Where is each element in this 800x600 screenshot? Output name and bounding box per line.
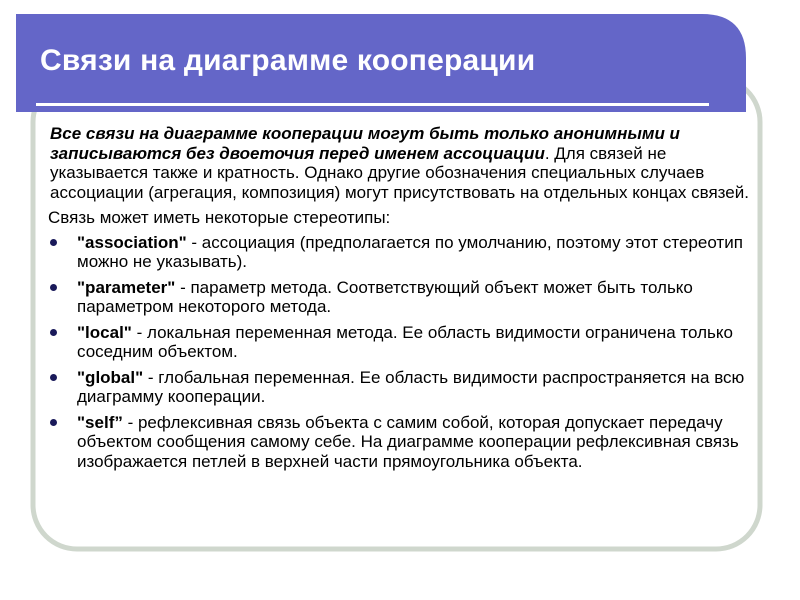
intro-rest: . Для связей не указывается также и кратность. Однако другие обозначения специальных случаев ассоциации (агрегация, композиция) могут присутствовать на отдельных концах связей.	[50, 143, 749, 202]
title-underline	[36, 103, 709, 106]
stereotype-item-local	[50, 323, 750, 362]
bullet-icon	[50, 374, 57, 381]
stereotype-description: - параметр метода. Соответствующий объект может быть только параметром некоторого метода.	[77, 277, 693, 316]
slide-title: Связи на диаграмме кооперации	[40, 44, 536, 77]
stereotype-term: "global"	[77, 367, 144, 387]
stereotype-item-global	[50, 368, 750, 407]
bullet-icon	[50, 329, 57, 336]
stereotype-item-association	[50, 233, 750, 272]
stereotype-term: "local"	[77, 322, 132, 342]
stereotypes-intro: Связь может иметь некоторые стереотипы:	[48, 208, 391, 227]
stereotype-item-parameter	[50, 278, 750, 317]
stereotype-term: "parameter"	[77, 277, 176, 297]
stereotype-term: "self”	[77, 412, 123, 432]
slide-content	[50, 124, 750, 477]
intro-emphasis: Все связи на диаграмме кооперации могут быть только анонимными и записываются без двоеточия перед именем ассоциации	[50, 124, 680, 163]
stereotype-term: "association"	[77, 232, 187, 252]
stereotype-description: - локальная переменная метода. Ее область видимости ограничена только соседним объектом.	[77, 322, 733, 361]
intro-paragraph	[50, 124, 750, 202]
bullet-icon	[50, 284, 57, 291]
stereotype-description: - ассоциация (предполагается по умолчанию, поэтому этот стереотип можно не указывать).	[77, 232, 743, 271]
stereotype-description: - глобальная переменная. Ее область видимости распространяется на всю диаграмму кооперации.	[77, 367, 745, 406]
stereotype-item-self	[50, 413, 750, 472]
bullet-icon	[50, 419, 57, 426]
bullet-icon	[50, 239, 57, 246]
stereotype-list	[50, 233, 750, 472]
stereotype-description: - рефлексивная связь объекта с самим собой, которая допускает передачу объектом сообщения самому себе. На диаграмме кооперации рефлексивная связь изображается петлей в верхней части прямоугольника объекта.	[77, 412, 739, 471]
